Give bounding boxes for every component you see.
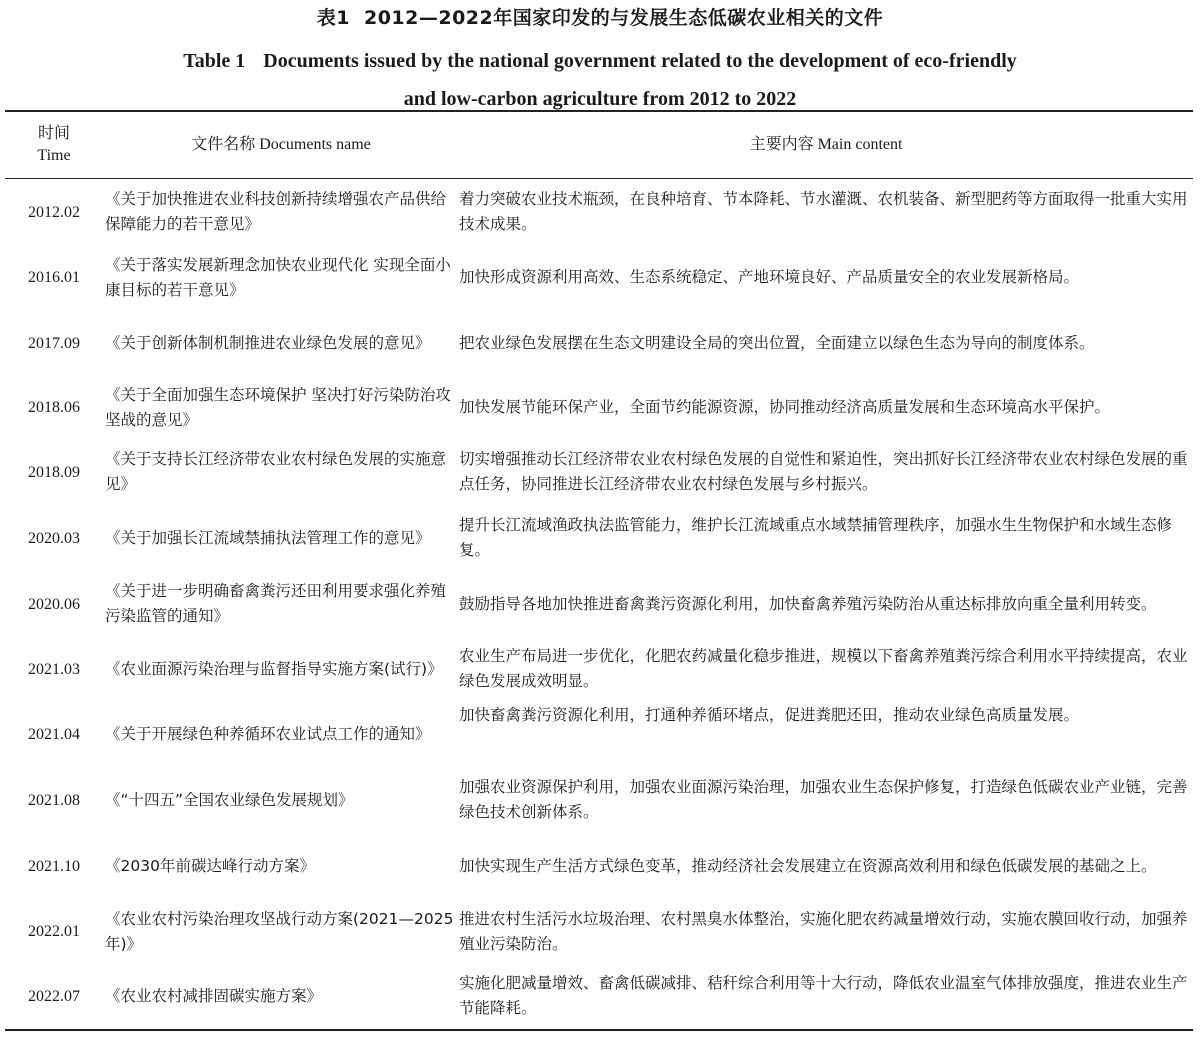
header-documents-name: 文件名称 Documents name — [191, 136, 371, 153]
cell-content-text: 切实增强推动长江经济带农业农村绿色发展的自觉性和紧迫性，突出抓好长江经济带农业农村绿色发展的重点任务，协同推进长江经济带农业农村绿色发展与乡村振兴。 — [459, 450, 1188, 493]
cell-document-name — [103, 376, 455, 439]
header-time-en: Time — [37, 147, 71, 164]
cell-name-text: 《关于创新体制机制推进农业绿色发展的意见》 — [105, 333, 431, 352]
header-time-cn: 时间 — [37, 125, 70, 142]
table-bottom-rule — [5, 1029, 1193, 1031]
cell-time-text: 2017.09 — [28, 334, 80, 352]
cell-document-name — [103, 767, 455, 833]
cell-time — [5, 701, 103, 767]
table-row — [5, 505, 1193, 571]
cell-time — [5, 505, 103, 571]
cell-time — [5, 179, 103, 245]
cell-time — [5, 310, 103, 376]
table-row — [5, 899, 1193, 964]
cell-main-content — [459, 505, 1189, 571]
cell-time-text: 2022.01 — [28, 923, 80, 940]
table-title-en-line2: and low-carbon agriculture from 2012 to 2022 — [403, 88, 797, 110]
cell-name-text: 《关于加快推进农业科技创新持续增强农产品供给保障能力的若干意见》 — [105, 190, 447, 233]
table-title-cn: 2012—2022年国家印发的与发展生态低碳农业相关的文件 — [363, 7, 884, 29]
cell-name-text: 《关于开展绿色种养循环农业试点工作的通知》 — [105, 724, 431, 743]
table-row — [5, 701, 1193, 767]
cell-name-text: 《农业农村减排固碳实施方案》 — [105, 986, 323, 1005]
cell-content-text: 提升长江流域渔政执法监管能力，维护长江流域重点水域禁捕管理秩序，加强水生生物保护和水域生态修复。 — [459, 516, 1173, 559]
cell-content-text: 加快畜禽粪污资源化利用，打通种养循环堵点，促进粪肥还田，推动农业绿色高质量发展。 — [459, 706, 1080, 724]
cell-name-text: 《关于支持长江经济带农业农村绿色发展的实施意见》 — [105, 450, 447, 493]
cell-document-name — [103, 833, 455, 899]
cell-content-text: 实施化肥减量增效、畜禽低碳减排、秸秆综合利用等十大行动，降低农业温室气体排放强度，推进农业生产节能降耗。 — [459, 974, 1188, 1017]
cell-main-content — [459, 833, 1189, 899]
cell-main-content — [459, 767, 1189, 833]
cell-content-text: 推进农村生活污水垃圾治理、农村黑臭水体整治，实施化肥农药减量增效行动，实施农膜回收行动，加强养殖业污染防治。 — [459, 909, 1188, 953]
cell-time — [5, 376, 103, 439]
cell-name-text: 《关于加强长江流域禁捕执法管理工作的意见》 — [105, 528, 431, 547]
cell-main-content — [459, 245, 1189, 310]
cell-document-name — [103, 179, 455, 245]
cell-time — [5, 571, 103, 637]
cell-time-text: 2021.04 — [28, 725, 80, 743]
cell-document-name — [103, 899, 455, 964]
cell-time — [5, 833, 103, 899]
cell-name-text: 《关于全面加强生态环境保护 坚决打好污染防治攻坚战的意见》 — [105, 385, 451, 429]
cell-document-name — [103, 964, 455, 1028]
table-row — [5, 833, 1193, 899]
table-label-en: Table 1 — [183, 50, 246, 72]
cell-time-text: 2020.06 — [28, 595, 80, 613]
cell-time — [5, 637, 103, 701]
cell-content-text: 加快发展节能环保产业，全面节约能源资源，协同推动经济高质量发展和生态环境高水平保护。 — [459, 398, 1111, 416]
table-row — [5, 376, 1193, 439]
cell-name-text: 《2030年前碳达峰行动方案》 — [105, 856, 315, 875]
cell-name-text: 《“十四五”全国农业绿色发展规划》 — [105, 790, 354, 809]
cell-content-text: 把农业绿色发展摆在生态文明建设全局的突出位置，全面建立以绿色生态为导向的制度体系。 — [459, 333, 1095, 352]
table-caption-cn — [0, 6, 1200, 30]
cell-time-text: 2012.02 — [28, 203, 80, 221]
cell-main-content — [459, 637, 1189, 701]
table-caption-en — [0, 42, 1200, 118]
cell-time — [5, 964, 103, 1028]
table-header-row — [5, 112, 1193, 178]
header-main-content: 主要内容 Main content — [749, 136, 903, 153]
table-row — [5, 310, 1193, 376]
cell-time — [5, 767, 103, 833]
cell-name-text: 《关于落实发展新理念加快农业现代化 实现全面小康目标的若干意见》 — [105, 255, 451, 299]
cell-content-text: 加快实现生产生活方式绿色变革，推动经济社会发展建立在资源高效利用和绿色低碳发展的基础之上。 — [459, 856, 1157, 875]
cell-time — [5, 439, 103, 505]
cell-main-content — [459, 310, 1189, 376]
cell-time-text: 2020.03 — [28, 529, 80, 547]
cell-document-name — [103, 310, 455, 376]
cell-time-text: 2022.07 — [28, 987, 80, 1005]
cell-document-name — [103, 439, 455, 505]
cell-main-content — [459, 899, 1189, 964]
cell-document-name — [103, 245, 455, 310]
cell-document-name — [103, 701, 455, 767]
table-title-en-line1 — [0, 42, 1200, 80]
cell-name-text: 《农业面源污染治理与监督指导实施方案(试行)》 — [105, 659, 443, 678]
table-row — [5, 964, 1193, 1028]
cell-main-content — [459, 376, 1189, 439]
cell-content-text: 鼓励指导各地加快推进畜禽粪污资源化利用，加快畜禽养殖污染防治从重达标排放向重全量利用转变。 — [459, 594, 1157, 613]
table-row — [5, 571, 1193, 637]
cell-document-name — [103, 505, 455, 571]
cell-time-text: 2021.10 — [28, 857, 80, 875]
table-row — [5, 439, 1193, 505]
cell-name-text: 《农业农村污染治理攻坚战行动方案(2021—2025年)》 — [105, 909, 454, 953]
cell-main-content — [459, 964, 1189, 1028]
cell-content-text: 着力突破农业技术瓶颈，在良种培育、节本降耗、节水灌溉、农机装备、新型肥药等方面取得一批重大实用技术成果。 — [459, 190, 1188, 233]
cell-time-text: 2021.03 — [28, 660, 80, 678]
table-row — [5, 637, 1193, 701]
table-body — [5, 179, 1193, 1029]
header-time — [5, 112, 103, 178]
cell-time — [5, 245, 103, 310]
table-row — [5, 179, 1193, 245]
cell-document-name — [103, 637, 455, 701]
cell-time-text: 2018.06 — [28, 399, 80, 416]
cell-time-text: 2018.09 — [28, 463, 80, 481]
cell-time-text: 2016.01 — [28, 269, 80, 286]
cell-content-text: 加强农业资源保护利用，加强农业面源污染治理，加强农业生态保护修复，打造绿色低碳农业产业链，完善绿色技术创新体系。 — [459, 778, 1188, 821]
cell-main-content — [459, 439, 1189, 505]
cell-document-name — [103, 571, 455, 637]
cell-main-content — [459, 179, 1189, 245]
table-row — [5, 245, 1193, 310]
table-label-cn: 表1 — [316, 7, 350, 29]
cell-content-text: 农业生产布局进一步优化，化肥农药减量化稳步推进，规模以下畜禽养殖粪污综合利用水平持续提高，农业绿色发展成效明显。 — [459, 647, 1188, 690]
table-row — [5, 767, 1193, 833]
cell-name-text: 《关于进一步明确畜禽粪污还田利用要求强化养殖污染监管的通知》 — [105, 582, 447, 625]
cell-main-content — [459, 571, 1189, 637]
cell-time-text: 2021.08 — [28, 791, 80, 809]
cell-time — [5, 899, 103, 964]
cell-main-content — [459, 701, 1189, 767]
cell-content-text: 加快形成资源利用高效、生态系统稳定、产地环境良好、产品质量安全的农业发展新格局。 — [459, 268, 1080, 286]
table-title-en-text1: Documents issued by the national government related to the development of eco-friendly — [263, 50, 1017, 72]
